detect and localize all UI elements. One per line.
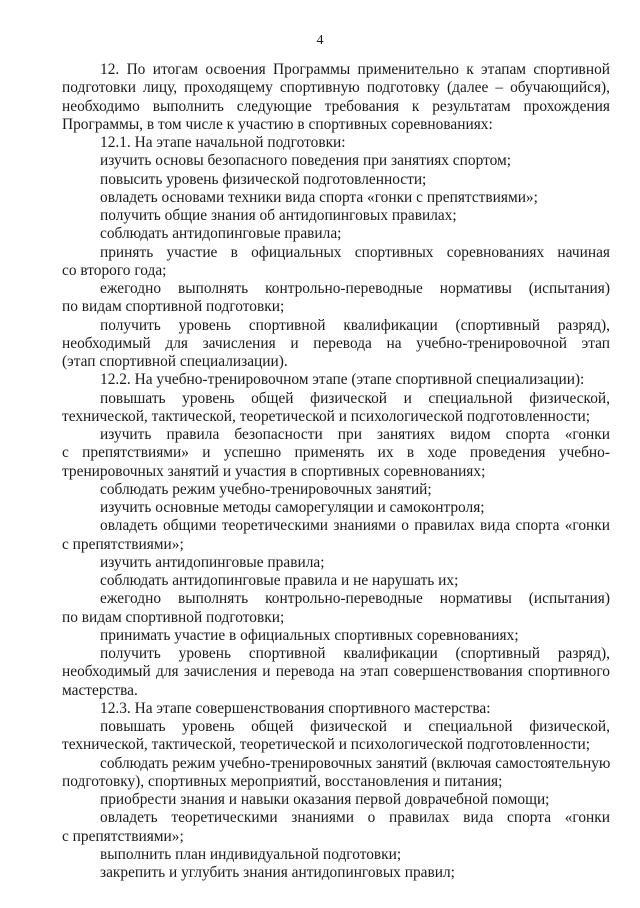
text-line: (этап спортивной специализации).	[62, 353, 288, 370]
text-line: соблюдать режим учебно-тренировочных занятий;	[100, 480, 432, 498]
text-line: получить уровень спортивной квалификации (спортивный разряд),	[100, 645, 610, 662]
text-line: изучить правила безопасности при занятиях видом спорта «гонки	[100, 426, 610, 443]
text-line: с препятствиями» и успешно применять их в ходе проведения учебно-	[62, 444, 610, 462]
text-line: 12. По итогам освоения Программы применительно к этапам спортивной	[100, 61, 610, 78]
text-line: соблюдать антидопинговые правила;	[100, 225, 342, 243]
text-line: с препятствиями»;	[62, 827, 184, 845]
text-line: тренировочных занятий и участия в спортивных соревнованиях;	[62, 462, 486, 480]
text-line: соблюдать антидопинговые правила и не нарушать их;	[100, 572, 459, 589]
text-line: овладеть теоретическими знаниями о правилах вида спорта «гонки	[100, 809, 610, 827]
text-line: овладеть общими теоретическими знаниями о правилах вида спорта «гонки	[100, 517, 610, 535]
text-line: подготовки лицу, проходящему спортивную подготовку (далее – обучающийся),	[62, 79, 610, 97]
text-line: выполнить план индивидуальной подготовки;	[100, 845, 402, 863]
text-line: повысить уровень физической подготовленности;	[100, 170, 427, 188]
text-line: подготовку), спортивных мероприятий, восстановления и питания;	[62, 772, 503, 790]
text-line: приобрести знания и навыки оказания первой доврачебной помощи;	[100, 791, 550, 808]
text-line: со второго года;	[62, 261, 167, 279]
text-line: технической, тактической, теоретической и психологической подготовленности;	[62, 736, 591, 754]
text-line: принимать участие в официальных спортивных соревнованиях;	[100, 626, 519, 644]
text-line: изучить основы безопасного поведения при занятиях спортом;	[100, 152, 512, 170]
text-line: получить общие знания об антидопинговых правилах;	[100, 207, 457, 224]
text-line: изучить антидопинговые правила;	[100, 553, 325, 571]
text-line: необходимо выполнить следующие требования к результатам прохождения	[62, 97, 610, 115]
text-line: получить уровень спортивной квалификации (спортивный разряд),	[100, 316, 610, 334]
text-line: ежегодно выполнять контрольно-переводные нормативы (испытания)	[100, 590, 610, 608]
text-line: 12.2. На учебно-тренировочном этапе (этапе спортивной специализации):	[100, 371, 585, 389]
text-line: необходимый для зачисления и перевода на этап совершенствования спортивного	[62, 663, 610, 681]
text-line: мастерства.	[62, 681, 138, 699]
text-line: 12.1. На этапе начальной подготовки:	[100, 134, 346, 151]
text-line: с препятствиями»;	[62, 535, 184, 553]
text-line: Программы, в том числе к участию в спортивных соревнованиях:	[62, 115, 493, 133]
text-line: принять участие в официальных спортивных соревнованиях начиная	[100, 243, 610, 261]
text-line: ежегодно выполнять контрольно-переводные нормативы (испытания)	[100, 280, 610, 297]
text-line: соблюдать режим учебно-тренировочных занятий (включая самостоятельную	[100, 754, 610, 772]
text-line: закрепить и углубить знания антидопинговых правил;	[100, 864, 455, 881]
text-line: по видам спортивной подготовки;	[62, 298, 285, 316]
page-number: 4	[316, 33, 324, 48]
text-line: овладеть основами техники вида спорта «гонки с препятствиями»;	[100, 188, 538, 206]
text-line: изучить основные методы саморегуляции и самоконтроля;	[100, 499, 485, 516]
text-line: 12.3. На этапе совершенствования спортивного мастерства:	[100, 699, 491, 717]
text-line: повышать уровень общей физической и специальной физической,	[100, 389, 610, 407]
text-line: по видам спортивной подготовки;	[62, 608, 285, 626]
text-line: повышать уровень общей физической и специальной физической,	[100, 718, 610, 735]
text-line: технической, тактической, теоретической и психологической подготовленности;	[62, 407, 591, 425]
text-line: необходимый для зачисления и перевода на учебно-тренировочной этап	[62, 334, 610, 352]
